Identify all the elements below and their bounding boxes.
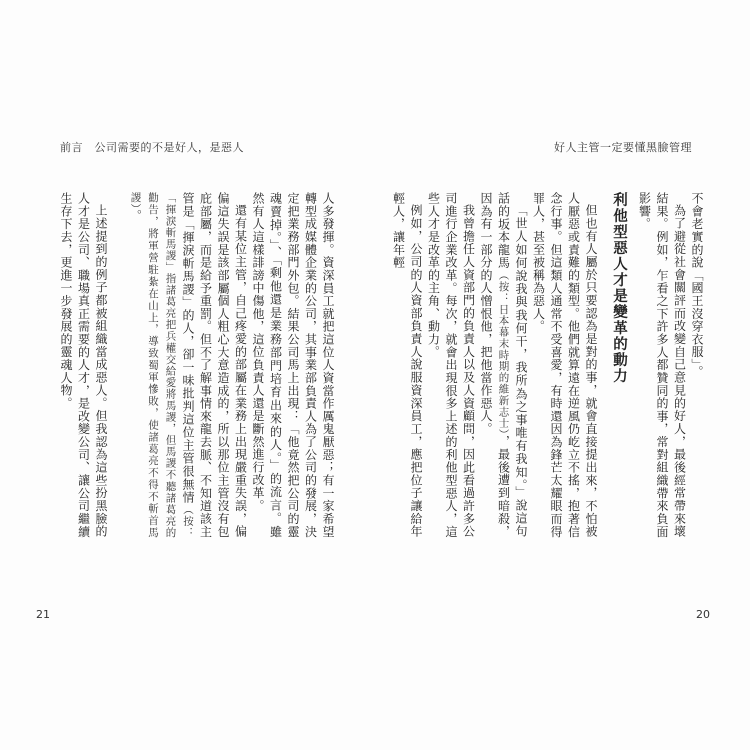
paragraph: 我曾擔任人資部門的負責人以及人資顧問，因此看過許多公司進行企業改革。每次，就會出現很多上述的利他型惡人，這些人才是改革的主角、動力。 xyxy=(426,192,476,538)
paragraph xyxy=(529,192,599,538)
left-page-text xyxy=(59,192,336,538)
page-number-right: 20 xyxy=(696,608,710,621)
quote-text: 「世人如何說我與我何干，我所為之事唯有我知。」說這句話的坂本龍馬 xyxy=(496,192,528,538)
annotation-note: （按：日本幕末時期的維新志士） xyxy=(497,269,510,435)
paragraph: 為了避從社會關評而改變自己意見的好人，最後經常帶來壞結果。例如，乍看之下許多人都贊同的事，常對組織帶來負面影響。 xyxy=(637,192,687,538)
paragraph-gap xyxy=(109,192,126,538)
running-header-right: 好人主管一定要懂黑臉管理 xyxy=(554,141,692,154)
paragraph: 上述提到的例子都被組織當成惡人。但我認為這些扮黑臉的人才是公司、職場真正需要的人才，是改變公司、讓公司繼續生存下去，更進一步發展的靈魂人物。 xyxy=(59,192,108,538)
paragraph-text: 。 xyxy=(128,209,143,223)
paragraph: 例如，公司的人資部負責人說服資深員工，應把位子讓給年輕人，讓年輕 xyxy=(391,192,423,538)
paragraph-text: 但也有人屬於只要認為是對的事，就會直接提出來，不怕被人厭惡或責難的類型。他們就算遠在逆風仍屹立不搖，抱著信念行事。但這類人通常不受喜愛，有時還因為鋒芒太耀眼而得罪人，甚至被稱為惡人。 xyxy=(531,192,598,538)
annotation-note: （按：「揮淚斬馬謖」指諸葛亮把兵權交給愛將馬謖，但馬謖不聽諸葛亮的勸告，將軍營駐紮在山上，導致蜀軍慘敗，使諸葛亮不得不斬首馬謖） xyxy=(129,192,194,538)
paragraph-text: ，最後遭到暗殺，因為有一部分的人憎恨他，把他當作惡人。 xyxy=(479,192,511,538)
paragraph-text: 還有某位主管，自己疼愛的部屬在業務上出現嚴重失誤，偏偏這失誤是該部屬個人粗心大意造成的，所以那位主管沒有包庇部屬，而是給予重罰。但不了解事情來龍去脈、不知道該主管是「揮淚斬馬謖」的人，卻一味批判這位主管很無情 xyxy=(181,192,248,538)
section-heading: 利他型惡人才是變革的動力 xyxy=(611,192,627,384)
paragraph: 不會老實的說「國王沒穿衣服」。 xyxy=(690,192,704,378)
paragraph: 人多發揮。資深員工就把這位人資當作厲鬼厭惡；有一家希望轉型成媒體企業的公司，其事業部負責人為了公司的發展，決定把業務部門外包。結果公司馬上出現：「他竟然把公司的靈魂賣掉。」、「剩他還是業務部門培育出來的人。」的流言。雖然有人這樣誹謗中傷他，這位負責人還是斷然進行改革。 xyxy=(251,192,335,538)
right-page-text xyxy=(391,192,705,538)
paragraph xyxy=(126,192,249,538)
running-header-left: 前言 公司需要的不是好人，是惡人 xyxy=(60,141,244,154)
paragraph xyxy=(477,192,530,538)
page-number-left: 21 xyxy=(36,608,50,621)
